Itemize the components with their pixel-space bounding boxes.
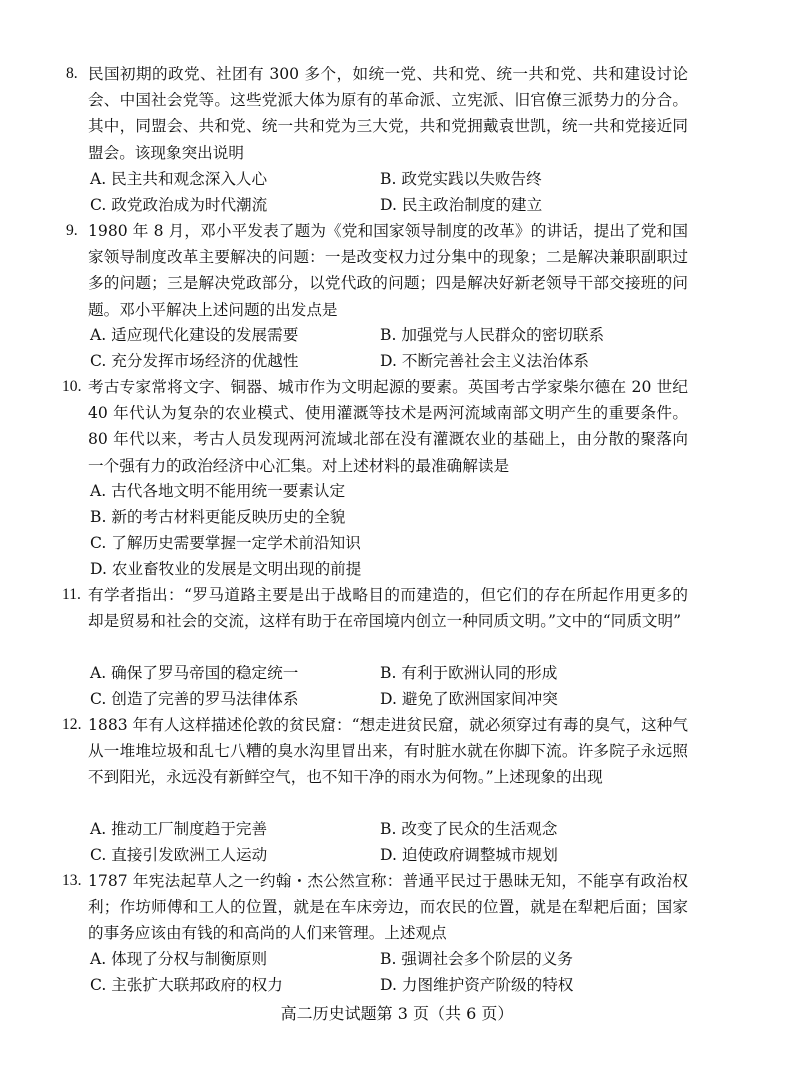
option-c[interactable]: C. 创造了完善的罗马法律体系 bbox=[90, 690, 299, 708]
option-c[interactable]: C. 主张扩大联邦政府的权力 bbox=[90, 976, 283, 994]
option-d[interactable]: D. 迫使政府调整城市规划 bbox=[380, 846, 558, 864]
question-stem: 1787 年宪法起草人之一约翰・杰公然宣称：普通平民过于愚昧无知，不能享有政治权利；作坊师傅和工人的位置，就是在车床旁边，而农民的位置，就是在犁耙后面；国家的事务应该由有钱的和高尚的人们来管理。上述观点 bbox=[88, 872, 688, 943]
option-c[interactable]: C. 政党政治成为时代潮流 bbox=[90, 196, 268, 214]
option-b[interactable]: B. 政党实践以失败告终 bbox=[380, 170, 542, 188]
question-stem: 民国初期的政党、社团有 300 多个，如统一党、共和党、统一共和党、共和建设讨论会、中国社会党等。这些党派大体为原有的革命派、立宪派、旧官僚三派势力的分合。其中，同盟会、共和党、统一共和党为三大党，共和党拥戴袁世凯，统一共和党接近同盟会。该现象突出说明 bbox=[88, 65, 688, 162]
question-stem: 1980 年 8 月，邓小平发表了题为《党和国家领导制度的改革》的讲话，提出了党和国家领导制度改革主要解决的问题：一是改变权力过分集中的现象；二是解决兼职副职过多的问题；三是解决党政部分，以党代政的问题；四是解决好新老领导干部交接班的问题。邓小平解决上述问题的出发点是 bbox=[88, 222, 688, 319]
option-b[interactable]: B. 新的考古材料更能反映历史的全貌 bbox=[90, 508, 346, 526]
option-b[interactable]: B. 加强党与人民群众的密切联系 bbox=[380, 326, 605, 344]
question-stem: 有学者指出：“罗马道路主要是出于战略目的而建造的，但它们的存在所起作用更多的却是贸易和社会的交流，这样有助于在帝国境内创立一种同质文明。”文中的“同质文明” bbox=[88, 586, 688, 631]
option-b[interactable]: B. 有利于欧洲认同的形成 bbox=[380, 664, 558, 682]
question-number: 9. bbox=[66, 222, 78, 239]
option-a[interactable]: A. 适应现代化建设的发展需要 bbox=[90, 326, 299, 344]
question-stem: 1883 年有人这样描述伦敦的贫民窟：“想走进贫民窟，就必须穿过有毒的臭气，这种气从一堆堆垃圾和乱七八糟的臭水沟里冒出来，有时脏水就在你脚下流。许多院子永远照不到阳光，永远没有新鲜空气，也不知干净的雨水为何物。”上述现象的出现 bbox=[88, 716, 688, 787]
question-stem: 考古专家常将文字、铜器、城市作为文明起源的要素。英国考古学家柴尔德在 20 世纪 40 年代认为复杂的农业模式、使用灌溉等技术是两河流域南部文明产生的重要条件。80 年代以来，考古人员发现两河流域北部在没有灌溉农业的基础上，由分散的聚落向一个强有力的政治经济中心汇集。对上述材料的最准确解读是 bbox=[88, 378, 688, 475]
option-d[interactable]: D. 不断完善社会主义法治体系 bbox=[380, 352, 589, 370]
page-footer: 高二历史试题第 3 页（共 6 页） bbox=[280, 1004, 514, 1023]
option-a[interactable]: A. 体现了分权与制衡原则 bbox=[90, 950, 268, 968]
option-a[interactable]: A. 古代各地文明不能用统一要素认定 bbox=[90, 482, 346, 500]
option-d[interactable]: D. 避免了欧洲国家间冲突 bbox=[380, 690, 558, 708]
question-number: 11. bbox=[62, 586, 81, 603]
option-b[interactable]: B. 改变了民众的生活观念 bbox=[380, 820, 558, 838]
option-a[interactable]: A. 确保了罗马帝国的稳定统一 bbox=[90, 664, 299, 682]
option-c[interactable]: C. 了解历史需要掌握一定学术前沿知识 bbox=[90, 534, 361, 552]
option-b[interactable]: B. 强调社会多个阶层的义务 bbox=[380, 950, 573, 968]
option-d[interactable]: D. 力图维护资产阶级的特权 bbox=[380, 976, 574, 994]
option-a[interactable]: A. 推动工厂制度趋于完善 bbox=[90, 820, 268, 838]
question-number: 10. bbox=[62, 378, 82, 395]
question-number: 13. bbox=[62, 872, 82, 889]
question-number: 12. bbox=[62, 716, 82, 733]
question-number: 8. bbox=[66, 65, 78, 82]
option-d[interactable]: D. 农业畜牧业的发展是文明出现的前提 bbox=[90, 560, 362, 578]
option-c[interactable]: C. 直接引发欧洲工人运动 bbox=[90, 846, 268, 864]
option-d[interactable]: D. 民主政治制度的建立 bbox=[380, 196, 543, 214]
option-a[interactable]: A. 民主共和观念深入人心 bbox=[90, 170, 268, 188]
option-c[interactable]: C. 充分发挥市场经济的优越性 bbox=[90, 352, 299, 370]
